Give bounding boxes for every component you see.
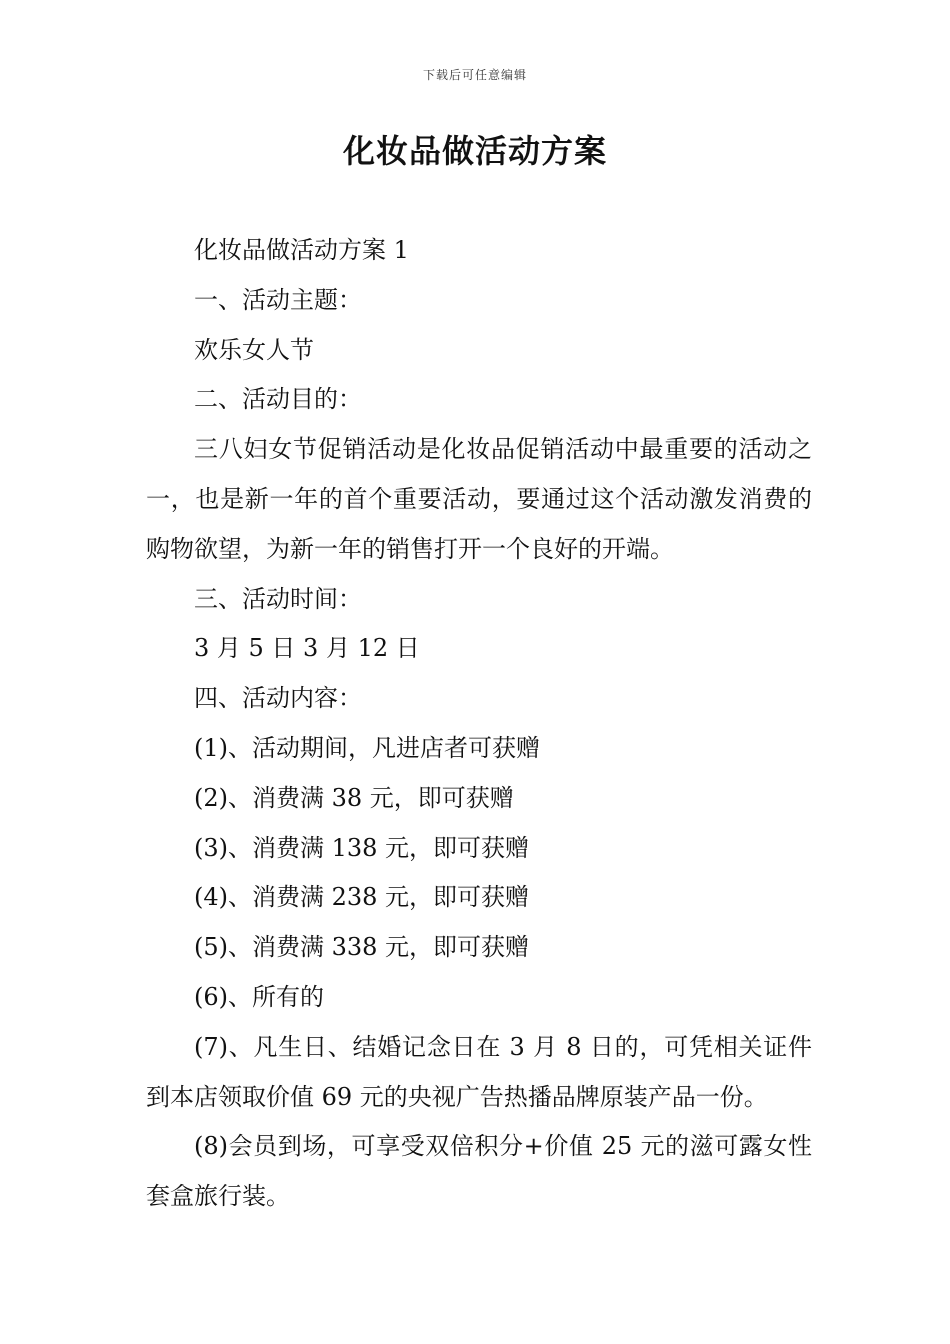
theme-text: 欢乐女人节 — [194, 335, 314, 364]
content-item-7: (7)、凡生日、结婚记念日在 3 月 8 日的，可凭相关证件到本店领取价值 69 元的央视广告热播品牌原装产品一份。 — [146, 1032, 812, 1111]
content-item-4: (4)、消费满 238 元，即可获赠 — [194, 883, 530, 912]
section-heading-plan-1: 化妆品做活动方案 1 — [194, 236, 409, 264]
content-item-8: (8)会员到场，可享受双倍积分+价值 25 元的滋可露女性套盒旅行装。 — [146, 1132, 812, 1211]
purpose-paragraph: 三八妇女节促销活动是化妆品促销活动中最重要的活动之一，也是新一年的首个重要活动，要通过这个活动激发消费的购物欲望，为新一年的销售打开一个良好的开端。 — [146, 435, 812, 563]
section-heading-content: 四、活动内容： — [194, 684, 362, 713]
header-note: 下载后可任意编辑 — [422, 68, 527, 82]
content-item-2: (2)、消费满 38 元，即可获赠 — [194, 783, 514, 812]
time-text: 3 月 5 日 3 月 12 日 — [194, 634, 420, 663]
section-heading-purpose: 二、活动目的： — [194, 385, 362, 414]
section-heading-theme: 一、活动主题： — [194, 285, 362, 314]
document-body — [146, 226, 812, 1222]
content-item-1: (1)、活动期间，凡进店者可获赠 — [194, 733, 540, 762]
document-title: 化妆品做活动方案 — [342, 132, 607, 170]
section-heading-time: 三、活动时间： — [194, 584, 362, 613]
content-item-6: (6)、所有的 — [194, 982, 324, 1011]
content-item-3: (3)、消费满 138 元，即可获赠 — [194, 833, 530, 862]
content-item-5: (5)、消费满 338 元，即可获赠 — [194, 933, 530, 962]
